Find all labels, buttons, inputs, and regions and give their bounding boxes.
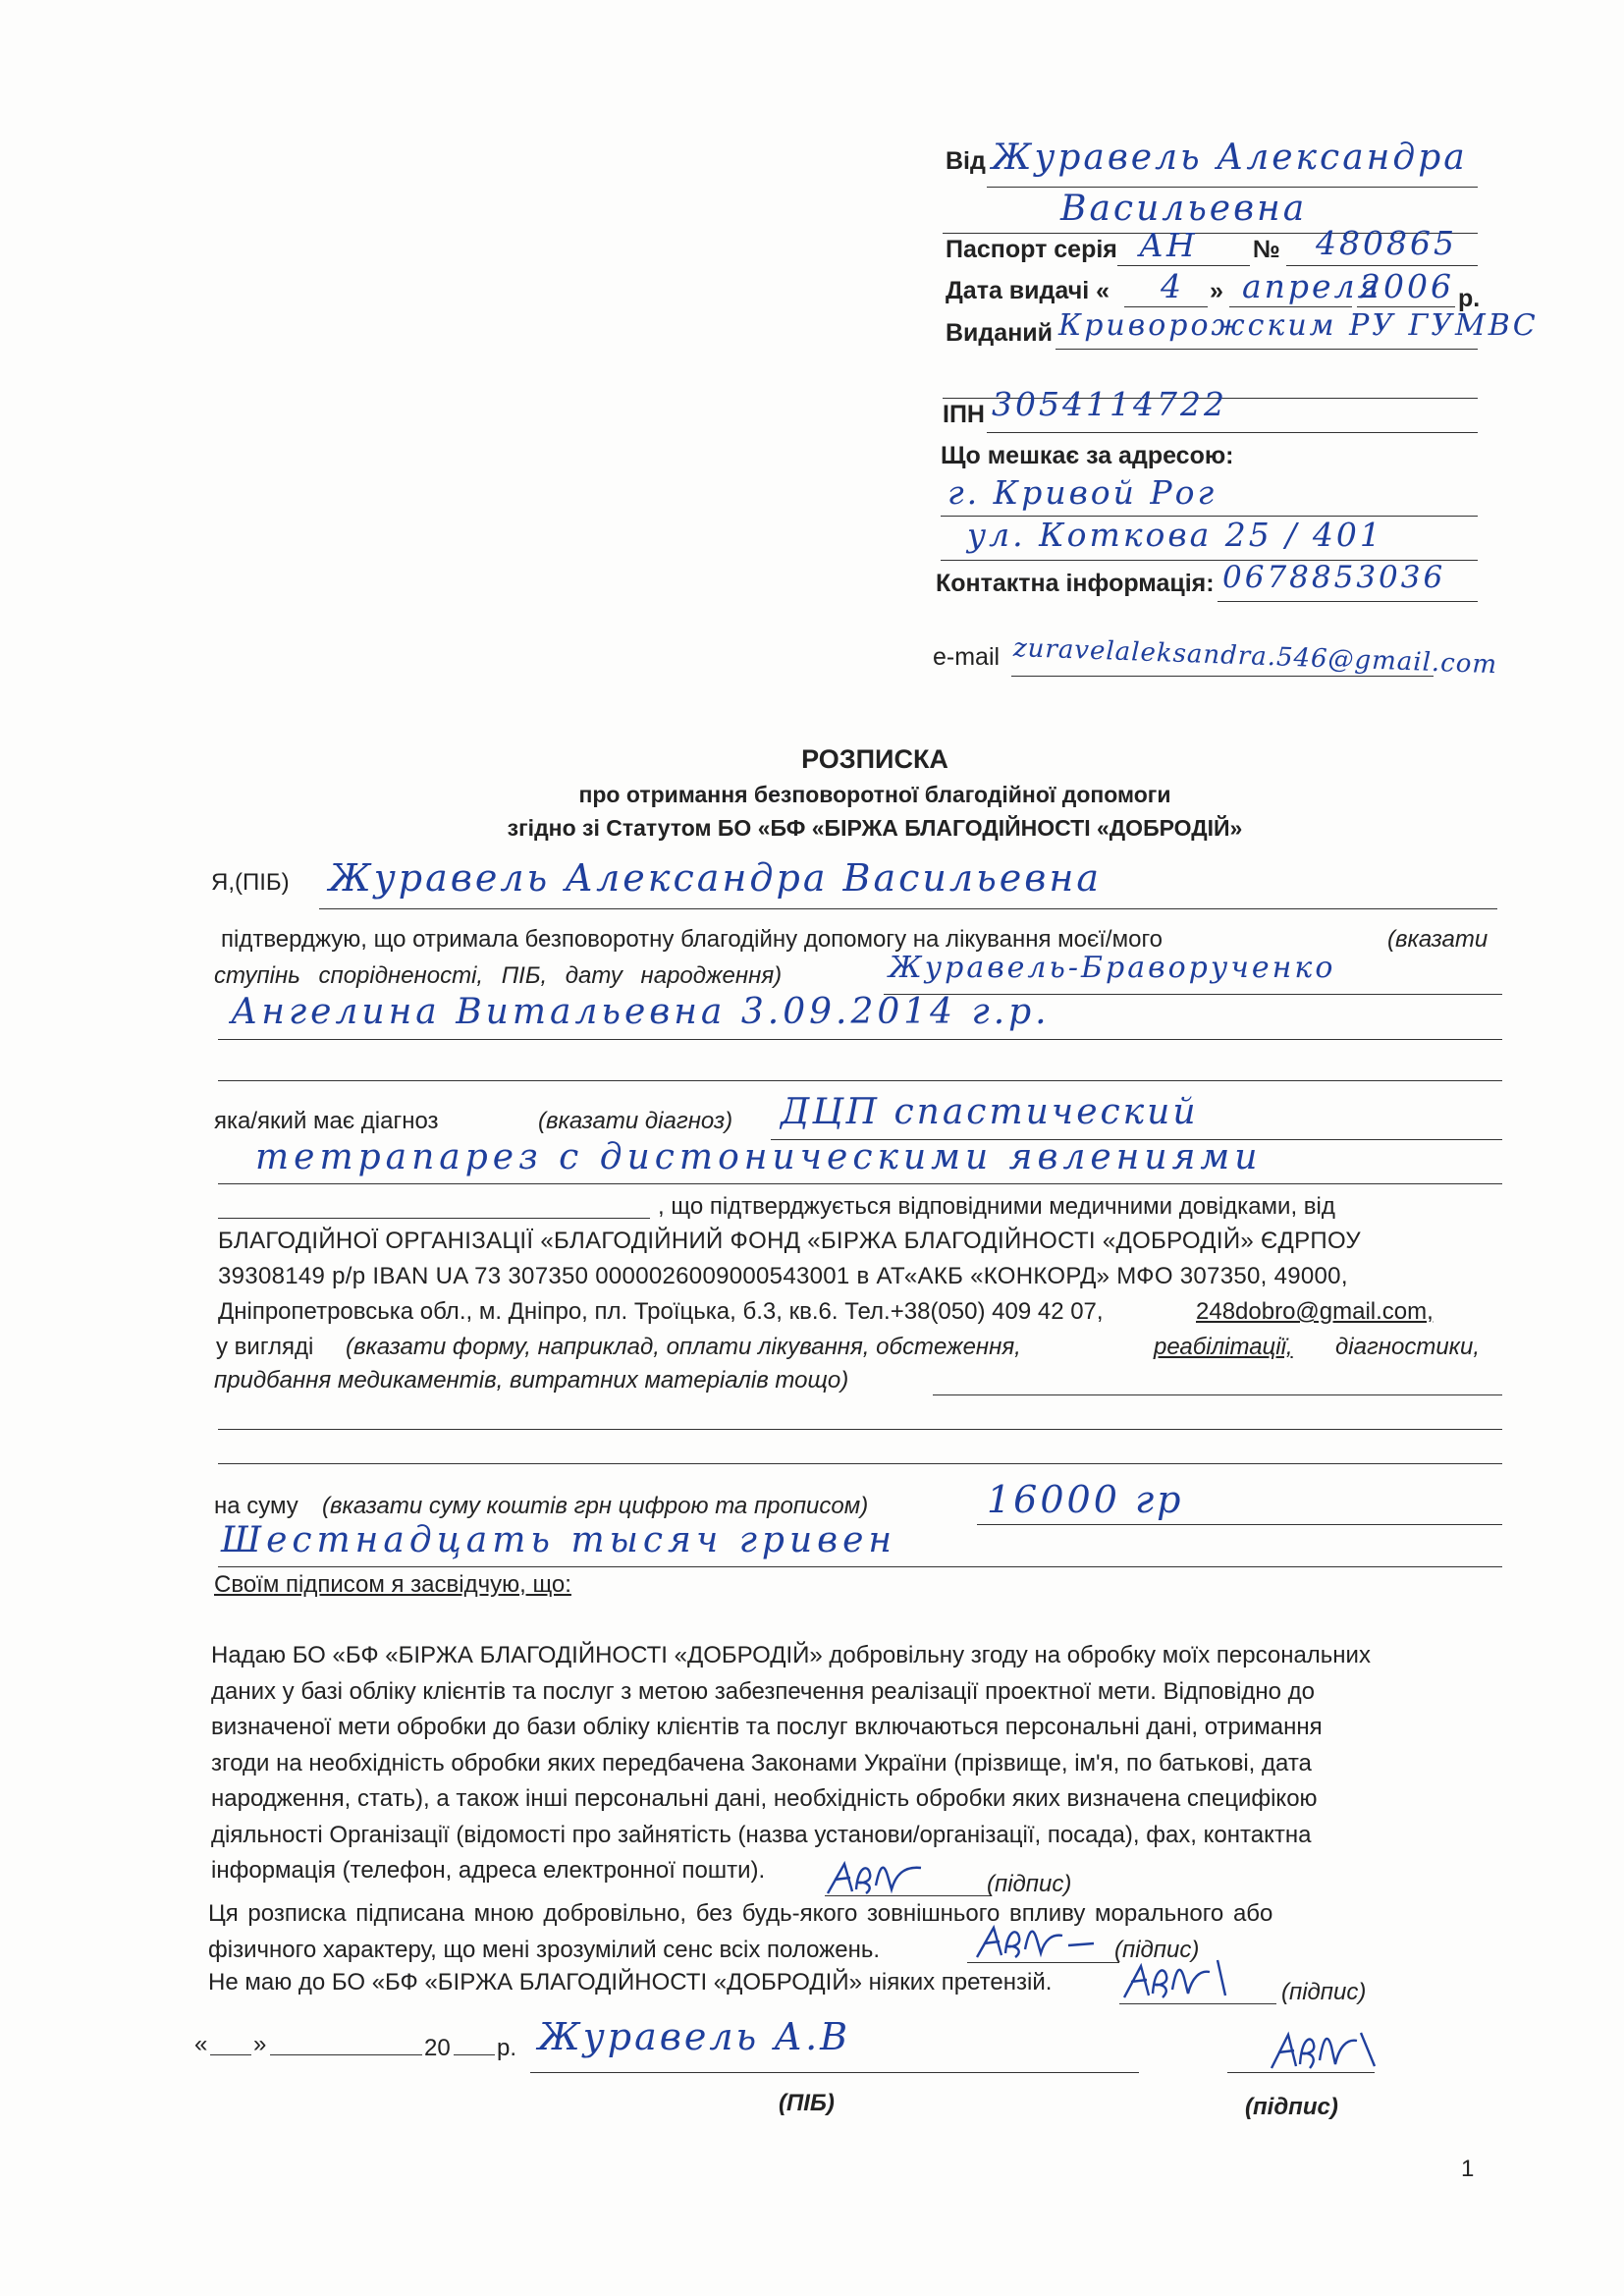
contact-label: Контактна інформація: — [936, 570, 1215, 597]
issued-by-underline — [1056, 349, 1478, 350]
diagnosis-line2: тетрапарез с дистоническими явлениями — [255, 1137, 1263, 1177]
sum-words: Шестнадцать тысяч гривен — [221, 1520, 897, 1560]
relative-underline-2 — [218, 1039, 1502, 1040]
from-underline-1 — [987, 187, 1478, 188]
address-line2: ул. Коткова 25 / 401 — [967, 516, 1383, 554]
diagnosis-hint: (вказати діагноз) — [538, 1108, 733, 1134]
footer-sign-label: (підпис) — [1245, 2094, 1338, 2120]
signature-1-underline — [825, 1895, 992, 1896]
email-label: e-mail — [933, 643, 1001, 671]
passport-number-label: № — [1253, 236, 1280, 263]
consent-line: інформація (телефон, адреса електронної пошти). — [211, 1857, 766, 1884]
passport-series-underline — [1117, 265, 1250, 266]
issue-year: 2006 — [1360, 267, 1454, 305]
year-prefix: 20 — [424, 2035, 451, 2061]
form-hint-1: (вказати форму, наприклад, оплати лікування, обстеження, — [346, 1334, 1021, 1360]
passport-number-underline — [1286, 265, 1478, 266]
signature-2-hint: (підпис) — [1114, 1937, 1200, 1963]
sum-underline-2 — [218, 1566, 1502, 1567]
org-email-link[interactable]: 248dobro@gmail.com, — [1196, 1298, 1434, 1325]
issue-year-suffix: р. — [1458, 285, 1481, 312]
address-label: Що мешкає за адресою: — [941, 442, 1234, 469]
form-label: у вигляді — [216, 1334, 314, 1360]
ipn-underline — [987, 432, 1478, 433]
form-hint-2: діагностики, — [1335, 1334, 1481, 1360]
date-day-underline — [210, 2054, 251, 2055]
issue-date-label: Дата видачі « — [946, 277, 1110, 304]
signature-1 — [823, 1856, 931, 1900]
relative-line1: Журавель-Браворученко — [889, 951, 1336, 985]
diagnosis-underline-3 — [218, 1218, 650, 1219]
applicant-name-label: Я,(ПІБ) — [211, 869, 290, 896]
footer-name: Журавель А.В — [538, 2015, 851, 2058]
consent-paragraph — [211, 1638, 1371, 1889]
form-underline-1 — [933, 1394, 1502, 1395]
document-subtitle-2: згідно зі Статутом БО «БФ «БІРЖА БЛАГОДІЙНОСТІ «ДОБРОДІЙ» — [507, 815, 1243, 841]
footer-sign-underline — [1227, 2072, 1375, 2073]
applicant-name-underline — [319, 908, 1497, 909]
ipn-label: ІПН — [943, 401, 985, 428]
relation-hint: ступінь спорідненості, ПІБ, дату народження) — [214, 962, 783, 989]
form-underline-3 — [218, 1463, 1502, 1464]
form-underline-2 — [218, 1429, 1502, 1430]
from-label: Від — [946, 147, 986, 175]
consent-line: згоди на необхідність обробки яких передбачена Законами України (прізвище, ім'я, по батькові, дата — [211, 1749, 1312, 1777]
sum-underline-1 — [977, 1524, 1502, 1525]
signature-3-underline — [1119, 2003, 1276, 2004]
issue-date-quote: » — [1210, 277, 1223, 304]
sum-digits: 16000 гр — [987, 1478, 1184, 1521]
issue-month: апреля — [1242, 267, 1382, 305]
org-line1: БЛАГОДІЙНОЇ ОРГАНІЗАЦІЇ «БЛАГОДІЙНИЙ ФОНД «БІРЖА БЛАГОДІЙНОСТІ «ДОБРОДІЙ» ЄДРПОУ — [218, 1228, 1361, 1254]
consent-line: діяльності Організації (відомості про зайнятість (назва установи/організації, посада), фах, контактна — [211, 1821, 1312, 1848]
issue-day: 4 — [1161, 267, 1184, 305]
passport-number: 480865 — [1316, 224, 1457, 262]
ipn-value: 3054114722 — [992, 385, 1227, 423]
relative-line2: Ангелина Витальевна 3.09.2014 г.р. — [231, 992, 1051, 1032]
passport-series-label: Паспорт серія — [946, 236, 1117, 263]
issued-by: Криворожским РУ ГУМВС — [1058, 308, 1539, 343]
consent-line: Надаю БО «БФ «БІРЖА БЛАГОДІЙНОСТІ «ДОБРОДІЙ» добровільну згоду на обробку моїх персональних — [211, 1642, 1371, 1668]
issue-month-underline — [1229, 306, 1352, 307]
consent-line: народження, стать), а також інші персональні дані, необхідність обробки яких визначена специфікою — [211, 1785, 1318, 1812]
consent-line: даних у базі обліку клієнтів та послуг з метою забезпечення реалізації проектної мети. Відповідно до — [211, 1677, 1316, 1705]
email-value: zuravelaleksandra.546@gmail.com — [1012, 633, 1498, 681]
signature-4 — [1267, 2023, 1384, 2077]
signature-2 — [972, 1920, 1100, 1964]
applicant-name: Журавель Александра Васильевна — [329, 856, 1103, 900]
year-underline — [454, 2054, 495, 2055]
issue-year-underline — [1357, 306, 1455, 307]
issue-day-underline — [1124, 306, 1208, 307]
contact-value: 0678853036 — [1222, 560, 1446, 595]
footer-name-underline — [530, 2072, 1139, 2073]
passport-series: АН — [1139, 226, 1198, 264]
signature-3-hint: (підпис) — [1281, 1979, 1367, 2005]
voluntary-line2: фізичного характеру, що мені зрозумілий сенс всіх положень. — [208, 1937, 881, 1963]
org-line3: Дніпропетровська обл., м. Дніпро, пл. Троїцька, б.3, кв.6. Тел.+38(050) 409 42 07, — [218, 1298, 1104, 1325]
consent-line: визначеної мети обробки до бази обліку клієнтів та послуг включаються персональні дані, отримання — [211, 1714, 1323, 1740]
year-suffix: р. — [497, 2035, 517, 2061]
email-underline — [1011, 676, 1434, 677]
confirmed-text: , що підтверджується відповідними медичними довідками, від — [658, 1193, 1335, 1220]
from-name-line1: Журавель Александра — [992, 137, 1468, 178]
form-hint-3: придбання медикаментів, витратних матеріалів тощо) — [214, 1367, 849, 1394]
from-name-line2: Васильевна — [1060, 189, 1308, 229]
no-claims-text: Не маю до БО «БФ «БІРЖА БЛАГОДІЙНОСТІ «ДОБРОДІЙ» ніяких претензій. — [208, 1969, 1053, 1995]
relative-underline-3 — [218, 1080, 1502, 1081]
signature-2-underline — [967, 1962, 1119, 1963]
sum-hint: (вказати суму коштів грн цифрою та прописом) — [322, 1493, 869, 1519]
attest-heading: Своїм підписом я засвідчую, що: — [214, 1571, 571, 1598]
diagnosis-line1: ДЦП спастический — [781, 1092, 1199, 1132]
confirm-hint: (вказати — [1387, 926, 1489, 953]
date-open-quote: « — [194, 2031, 208, 2057]
signature-3 — [1119, 1956, 1247, 2005]
document-subtitle-1: про отримання безповоротної благодійної допомоги — [578, 782, 1171, 807]
date-close-quote: » — [253, 2031, 267, 2057]
footer-pib-label: (ПІБ) — [779, 2090, 835, 2116]
form-hint-rehab: реабілітації, — [1154, 1334, 1293, 1360]
sum-label: на суму — [214, 1493, 298, 1519]
signature-1-hint: (підпис) — [987, 1871, 1072, 1897]
address-line1: г. Кривой Рог — [947, 473, 1218, 512]
voluntary-line1: Ця розписка підписана мною добровільно, без будь-якого зовнішнього впливу морального або — [208, 1900, 1273, 1927]
diagnosis-label: яка/який має діагноз — [214, 1108, 439, 1134]
confirm-text: підтверджую, що отримала безповоротну благодійну допомогу на лікування моєї/мого — [221, 926, 1164, 953]
issued-by-label: Виданий — [946, 319, 1054, 347]
document-title: РОЗПИСКА — [801, 744, 948, 774]
contact-underline — [1218, 601, 1478, 602]
date-month-underline — [270, 2054, 422, 2055]
page-number: 1 — [1461, 2156, 1475, 2182]
diagnosis-underline-2 — [218, 1183, 1502, 1184]
org-line2: 39308149 р/р IBAN UA 73 307350 0000026009000543001 в АТ«АКБ «КОНКОРД» МФО 307350, 49000, — [218, 1263, 1348, 1289]
